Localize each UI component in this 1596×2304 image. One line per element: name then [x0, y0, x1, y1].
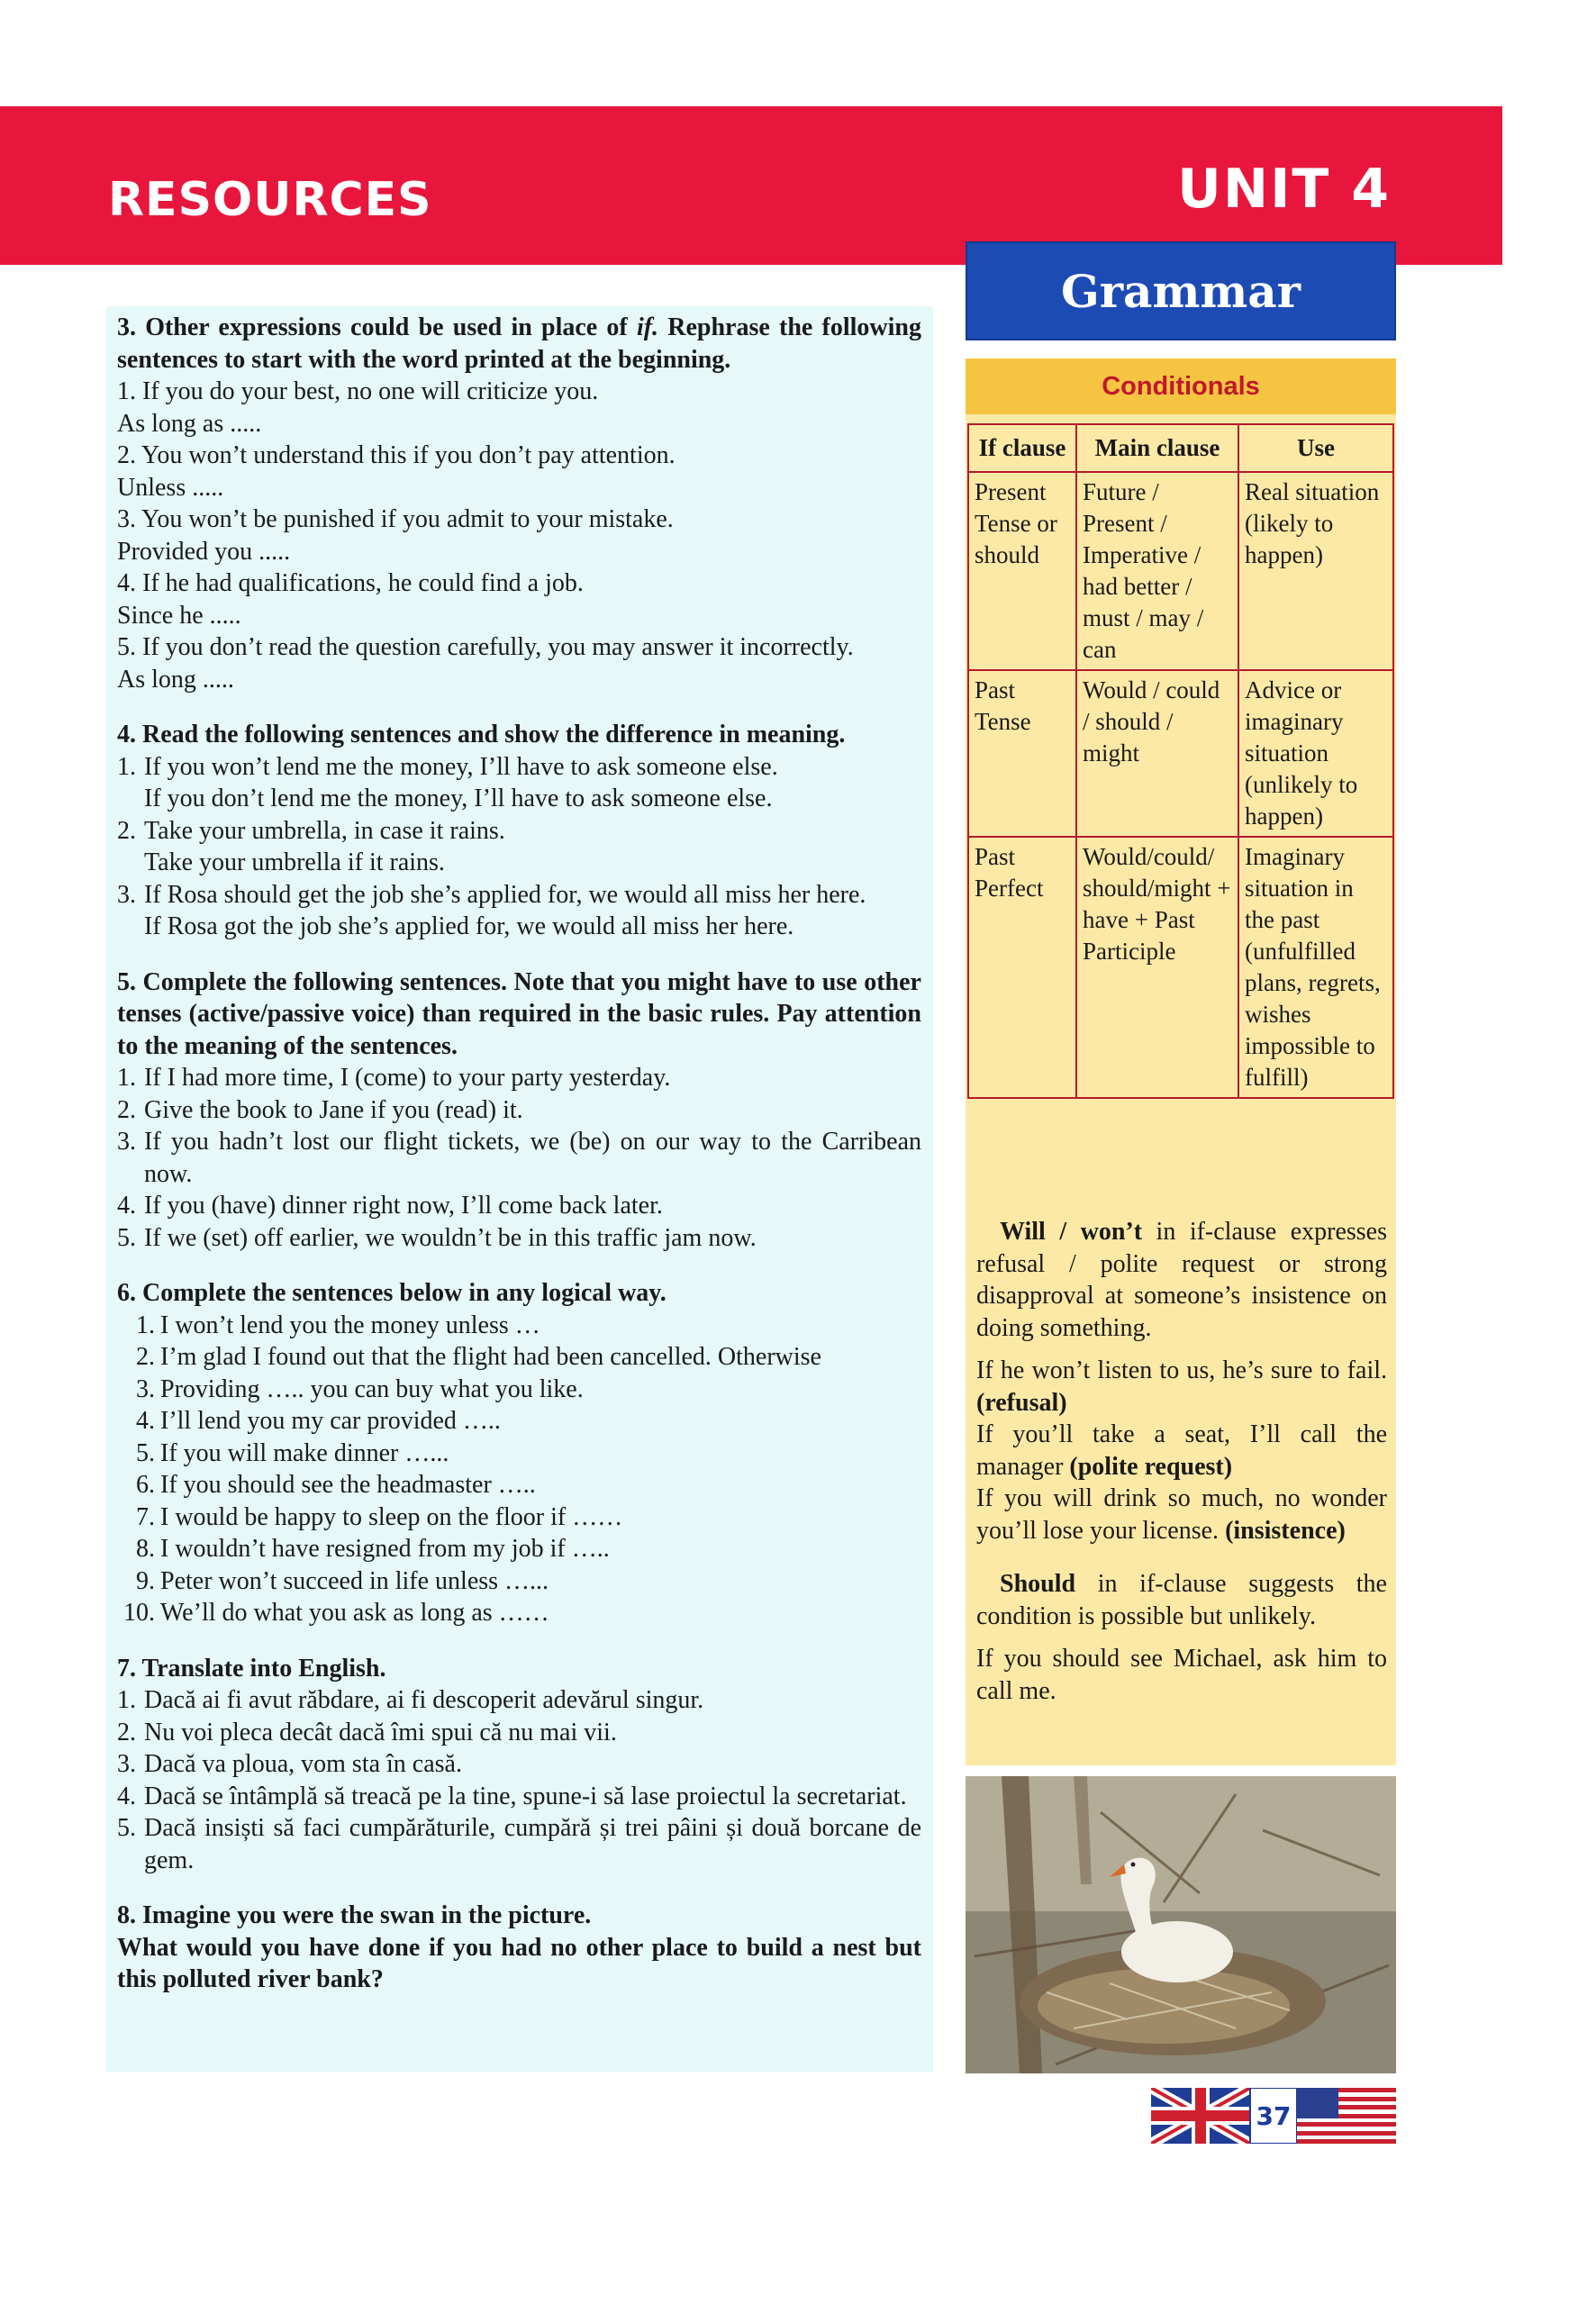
example-tag: (polite request) — [1069, 1452, 1233, 1481]
table-row — [968, 837, 1393, 1098]
grammar-title: Grammar — [1061, 264, 1301, 318]
exercise-7-item — [117, 1717, 921, 1749]
item-number: 2. — [117, 1095, 136, 1124]
exercise-3-line: As long as ..... — [117, 409, 262, 438]
exercise-6-title: 6. Complete the sentences below in any logical way. — [117, 1279, 667, 1307]
item-text: If we (set) off earlier, we wouldn’t be in this traffic jam now. — [144, 1223, 757, 1252]
exercise-7-title: 7. Translate into English. — [117, 1654, 386, 1683]
us-flag-icon — [1297, 2088, 1396, 2144]
swan-photo — [966, 1776, 1396, 2073]
item-number: 1. — [117, 752, 136, 781]
exercise-4-item — [117, 751, 921, 784]
table-header-row — [968, 424, 1393, 472]
exercise-6-item — [117, 1438, 921, 1470]
exercise-6-item — [117, 1469, 921, 1501]
item-text: If I had more time, I (come) to your party yesterday. — [144, 1064, 671, 1092]
item-number: 3. — [117, 1128, 136, 1156]
item-number — [117, 911, 144, 943]
will-explanation: in if-clause expresses refusal / polite request or strong disapproval at someone’s insistence on doing something. — [976, 1218, 1387, 1342]
table-row — [968, 472, 1393, 670]
should-explanation: in if-clause suggests the condition is possible but unlikely. — [976, 1570, 1387, 1630]
item-number — [117, 783, 144, 815]
item-text: If you don’t lend me the money, I’ll have to ask someone else. — [144, 785, 773, 812]
item-number: 5. — [136, 1438, 155, 1467]
conditionals-title: Conditionals — [1102, 371, 1260, 401]
exercise-4-item — [117, 911, 921, 943]
exercise-3-line: As long ..... — [117, 665, 234, 694]
exercise-6-item — [117, 1597, 921, 1629]
conditionals-header — [966, 358, 1396, 414]
exercise-3-title-text: 3. Other expressions could be used in place of — [117, 313, 628, 341]
unit-title: UNIT 4 — [1177, 158, 1391, 221]
table-cell: Present Tense or should — [968, 472, 1076, 670]
will-keyword: Will / won’t — [1000, 1218, 1143, 1246]
item-number: 2. — [117, 816, 136, 845]
example-should: If you should see Michael, ask him to call me. — [976, 1645, 1387, 1705]
item-text: Peter won’t succeed in life unless …... — [160, 1566, 549, 1595]
item-number: 4. — [136, 1407, 155, 1435]
exercise-6-item — [117, 1565, 921, 1598]
item-text: We’ll do what you ask as long as …… — [160, 1599, 549, 1627]
item-text: I wouldn’t have resigned from my job if ….. — [160, 1535, 610, 1563]
table-header-cell: If clause — [968, 424, 1076, 472]
table-header-cell: Main clause — [1076, 424, 1238, 472]
item-number: 1. — [117, 1686, 136, 1714]
example-text: If he won’t listen to us, he’s sure to fail. — [976, 1356, 1387, 1384]
exercise-4-item — [117, 879, 921, 912]
exercise-4-item — [117, 815, 921, 848]
exercise-8-question: What would you have done if you had no other place to build a nest but this polluted river bank? — [117, 1933, 921, 1993]
item-number: 3. — [136, 1374, 155, 1403]
item-number — [117, 847, 144, 879]
exercise-3-line: Provided you ..... — [117, 537, 291, 566]
exercise-5-item — [117, 1126, 921, 1190]
exercise-3-title — [117, 312, 921, 376]
example-polite — [976, 1419, 1387, 1483]
item-text: I would be happy to sleep on the floor if …… — [160, 1502, 623, 1531]
table-cell: Advice or imaginary situation (unlikely to happen) — [1238, 670, 1393, 837]
item-text: Dacă se întâmplă să treacă pe la tine, spune-i să lase proiectul la secretariat. — [144, 1782, 907, 1810]
exercise-5-item — [117, 1190, 921, 1222]
item-text: Dacă insiști să faci cumpărăturile, cumpără și trei pâini și două borcane de gem. — [144, 1814, 921, 1874]
item-text: If you hadn’t lost our flight tickets, we (be) on our way to the Carribean now. — [144, 1128, 921, 1188]
table-cell: Past Perfect — [968, 837, 1076, 1098]
will-note — [976, 1216, 1387, 1344]
table-cell: Real situation (likely to happen) — [1238, 472, 1393, 670]
exercise-3-line: 3. You won’t be punished if you admit to your mistake. — [117, 505, 674, 533]
item-number: 5. — [117, 1223, 136, 1252]
table-header-cell: Use — [1238, 424, 1393, 472]
exercise-6-item — [117, 1501, 921, 1534]
item-text: If you (have) dinner right now, I’ll come back later. — [144, 1192, 663, 1220]
example-tag: (insistence) — [1225, 1516, 1346, 1545]
example-text: If you’ll take a seat, I’ll call the manager — [976, 1420, 1387, 1481]
exercise-4-item — [117, 847, 921, 879]
item-text: Take your umbrella if it rains. — [144, 848, 445, 876]
item-text: Providing ….. you can buy what you like. — [160, 1374, 584, 1403]
resources-title: RESOURCES — [108, 173, 432, 227]
grammar-header — [966, 241, 1396, 340]
exercise-3-line: 2. You won’t understand this if you don’t pay attention. — [117, 441, 676, 469]
item-number: 9. — [136, 1566, 155, 1595]
item-text: If you will make dinner …... — [160, 1438, 449, 1467]
item-text: Give the book to Jane if you (read) it. — [144, 1095, 523, 1124]
item-text: Dacă ai fi avut răbdare, ai fi descoperit adevărul singur. — [144, 1686, 704, 1714]
table-cell: Imaginary situation in the past (unfulfilled plans, regrets, wishes impossible to fulfill) — [1238, 837, 1393, 1098]
exercise-6-item — [117, 1374, 921, 1406]
item-number: 3. — [117, 880, 136, 909]
conditionals-table — [967, 423, 1394, 1099]
exercise-5-item — [117, 1062, 921, 1094]
item-number: 6. — [136, 1471, 155, 1499]
item-number: 4. — [117, 1192, 136, 1220]
item-number: 4. — [117, 1782, 136, 1810]
should-note — [976, 1568, 1387, 1632]
example-insistence — [976, 1483, 1387, 1547]
item-number: 5. — [117, 1814, 136, 1842]
exercise-3-title-if: if. — [636, 313, 659, 341]
table-cell: Would / could / should / might — [1076, 670, 1238, 837]
exercise-3-line: 1. If you do your best, no one will criticize you. — [117, 377, 599, 405]
exercise-7-item — [117, 1781, 921, 1813]
exercise-8-title: 8. Imagine you were the swan in the picture. — [117, 1901, 592, 1929]
exercise-4-title: 4. Read the following sentences and show the difference in meaning. — [117, 721, 846, 748]
exercise-5-title: 5. Complete the following sentences. Note that you might have to use other tenses (active/passive voice) than required in the basic rules. Pay attention to the meaning of the sentences. — [117, 967, 921, 1060]
page-number: 37 — [1256, 2100, 1292, 2131]
exercise-3-line: Unless ..... — [117, 473, 224, 502]
item-text: If you won’t lend me the money, I’ll have to ask someone else. — [144, 752, 778, 781]
exercise-6-item — [117, 1341, 921, 1374]
example-refusal — [976, 1355, 1387, 1419]
item-text: I’ll lend you my car provided ….. — [160, 1407, 501, 1435]
item-text: If Rosa got the job she’s applied for, we would all miss her here. — [144, 912, 794, 940]
grammar-notes — [976, 1216, 1387, 1707]
table-cell: Past Tense — [968, 670, 1076, 837]
exercise-3-line: 5. If you don’t read the question carefully, you may answer it incorrectly. — [117, 633, 854, 661]
item-number: 1. — [117, 1064, 136, 1092]
item-number: 10. — [123, 1599, 155, 1627]
exercise-3-line: Since he ..... — [117, 601, 241, 630]
exercise-6-item — [117, 1533, 921, 1565]
exercise-7-item — [117, 1748, 921, 1781]
exercise-5-item — [117, 1094, 921, 1127]
item-text: Dacă va ploua, vom sta în casă. — [144, 1750, 462, 1778]
exercise-6-item — [117, 1405, 921, 1438]
table-cell: Would/could/ should/might + have + Past Participle — [1076, 837, 1238, 1098]
example-text: If you will drink so much, no wonder you’ll lose your license. — [976, 1484, 1387, 1545]
uk-flag-icon — [1151, 2088, 1250, 2144]
item-text: I won’t lend you the money unless … — [160, 1311, 540, 1339]
table-cell: Future / Present / Imperative / had better / must / may / can — [1076, 472, 1238, 670]
item-number: 1. — [136, 1311, 155, 1339]
item-number: 2. — [117, 1718, 136, 1746]
exercise-7-item — [117, 1684, 921, 1717]
item-text: If Rosa should get the job she’s applied for, we would all miss her here. — [144, 880, 866, 909]
table-row — [968, 670, 1393, 837]
item-number: 2. — [136, 1343, 155, 1371]
exercises-content — [117, 312, 921, 1996]
item-number: 7. — [136, 1502, 155, 1531]
exercise-6-item — [117, 1310, 921, 1342]
exercise-5-item — [117, 1222, 921, 1255]
should-keyword: Should — [1000, 1570, 1076, 1598]
exercise-7-item — [117, 1812, 921, 1876]
exercise-3-title-rest: Rephrase the following sentences to start with the word printed at the beginning. — [117, 313, 921, 374]
item-text: Take your umbrella, in case it rains. — [144, 816, 505, 845]
item-number: 8. — [136, 1535, 155, 1563]
item-text: Nu voi pleca decât dacă îmi spui că nu mai vii. — [144, 1718, 617, 1746]
item-number: 3. — [117, 1750, 136, 1778]
exercise-3-line: 4. If he had qualifications, he could find a job. — [117, 569, 584, 597]
exercise-4-item — [117, 783, 921, 815]
item-text: I’m glad I found out that the flight had been cancelled. Otherwise — [160, 1343, 821, 1371]
example-tag: (refusal) — [976, 1388, 1067, 1417]
item-text: If you should see the headmaster ….. — [160, 1471, 536, 1499]
